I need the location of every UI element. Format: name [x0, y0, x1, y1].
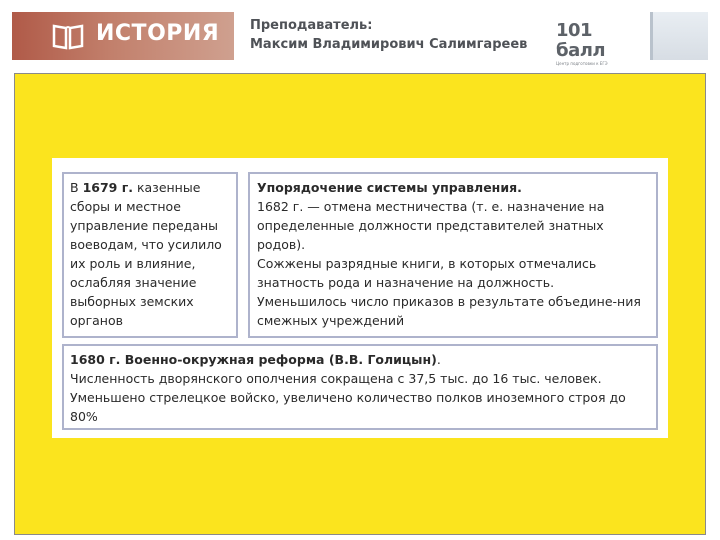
box2-line-1: 1682 г. — отмена местничества (т. е. назначение на определенные должности представителей знатных родов). — [257, 199, 605, 252]
box-governance — [248, 172, 658, 338]
teacher-info — [250, 16, 527, 54]
content-panel — [52, 158, 668, 438]
box2-line-3: Уменьшилось число приказов в результате объедине-ния смежных учреждений — [257, 294, 641, 328]
box2-line-2: Сожжены разрядные книги, в которых отмечались знатность рода и назначение на должность. — [257, 256, 597, 290]
box2-title: Упорядочение системы управления. — [257, 180, 522, 195]
box-military-reform — [62, 344, 658, 430]
box3-title: 1680 г. Военно-окружная реформа (В.В. Голицын) — [70, 352, 437, 367]
brand-title: 101 балл — [556, 20, 606, 61]
teacher-label: Преподаватель: — [250, 18, 373, 33]
box-1679 — [62, 172, 238, 338]
subject-logo — [12, 12, 234, 60]
brand-subtitle: Центр подготовки к ЕГЭ — [556, 61, 608, 66]
header-decoration — [650, 12, 708, 60]
box1-text: казенные сборы и местное управление переданы воеводам, что усилило их роль и влияние, ослабляя значение выборных земских органов — [70, 180, 222, 328]
box1-prefix: В — [70, 180, 83, 195]
teacher-name: Максим Владимирович Салимгареев — [250, 37, 528, 52]
box3-text: Численность дворянского ополчения сокращена с 37,5 тыс. до 16 тыс. человек. Уменьшено стрелецкое войско, увеличено количество полков иноземного строя до 80% — [70, 371, 626, 424]
box1-year: 1679 г. — [82, 180, 133, 195]
brand-logo — [556, 21, 636, 67]
book-icon — [52, 22, 84, 50]
subject-title: ИСТОРИЯ — [96, 21, 220, 46]
box3-title-end: . — [436, 352, 441, 367]
